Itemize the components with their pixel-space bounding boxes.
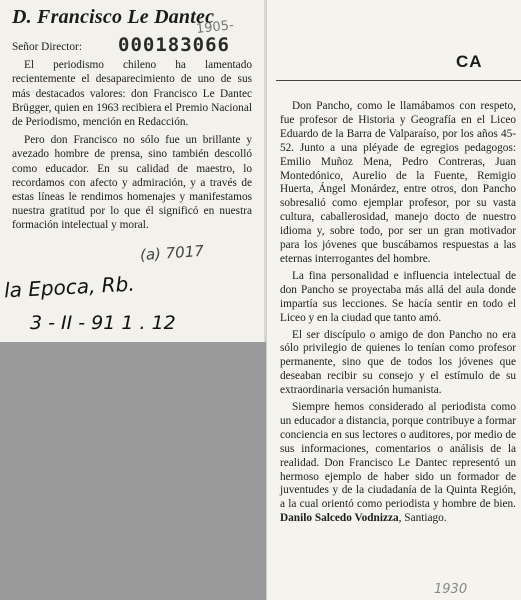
archive-stamp-number: 000183066 (118, 34, 230, 56)
column-rule (276, 80, 521, 81)
handwritten-date: 3 - II - 91 1 . 12 (30, 312, 176, 334)
letter-body-right (280, 100, 516, 526)
gray-background-area (0, 342, 266, 600)
letter-title: D. Francisco Le Dantec (12, 6, 215, 28)
pencil-note-top: 1905- (195, 18, 235, 37)
author-signature: Danilo Salcedo Vodnizza (280, 512, 399, 525)
right-paragraph: El ser discípulo o amigo de don Pancho no era sólo privilegio de quienes lo tenían como profesor permanente, sino que de todos los jóvenes que deseaban recibir su consejo y el estímulo de su extraordinaria versación humanista. (280, 328, 516, 397)
handwritten-annotation: (a) 7017 (139, 241, 205, 265)
right-paragraph: Don Pancho, como le llamábamos con respeto, fue profesor de Historia y Geografía en el Liceo Eduardo de la Barra de Valparaíso, por los años 45-52. Junto a una pléyade de egregios pedagogos: Emilio Muñoz Mena, Pedro Contreras, Juan Montedónico, Aurelio de la Fuente, Remigio Huerta, Ángel Monárdez, entre otros, don Pancho sobresalió como ejemplar profesor, por su vasta cultura, caballerosidad, manejo docto de nuestro idioma y, sobre todo, por ser un gran motivador para los jóvenes que buscábamos respuestas a las eternas interrogantes del hombre. (280, 100, 516, 265)
handwritten-source: la Epoca, Rb. (3, 271, 136, 303)
left-paragraph: El periodismo chileno ha lamentado recientemente el desaparecimiento de uno de sus más destacados valores: don Francisco Le Dantec Brügger, quien en 1963 recibiera el Premio Nacional de Periodismo, mención en Redacción. (12, 59, 252, 129)
right-paragraph: La fina personalidad e influencia intelectual de don Pancho se proyectaba más allá del aula donde impartía sus lecciones. Se hacía sentir en todo el Liceo y en la ciudad que tanto amó. (280, 269, 516, 324)
closing-paragraph (280, 401, 516, 526)
salutation: Señor Director: (12, 41, 82, 53)
left-paragraph: Pero don Francisco no sólo fue un brillante y avezado hombre de prensa, sino también descolló como educador. En su calidad de maestro, lo recordamos con afecto y admiración, y a través de estas líneas le rendimos homenajes y manifestamos nuestra gratitud por lo que él significó en nuestra formación intelectual y moral. (12, 134, 252, 232)
signature-place: , Santiago. (398, 512, 447, 525)
cut-headline-fragment: CA (456, 52, 483, 71)
closing-text: Siempre hemos considerado al periodista como un educador a distancia, porque contribuye a formar conciencia en sus lectores o auditores, por medio de sus informaciones, comentarios o análisis de la realidad. Don Francisco Le Dantec representó un hermoso ejemplo de haber sido un formador de juventudes y de la ciudadanía de la Quinta Región, a la cual orientó como periodista y hombre de bien. (280, 401, 516, 511)
letter-body-left (12, 40, 252, 237)
pencil-note-bottom: 1930 (434, 582, 468, 597)
